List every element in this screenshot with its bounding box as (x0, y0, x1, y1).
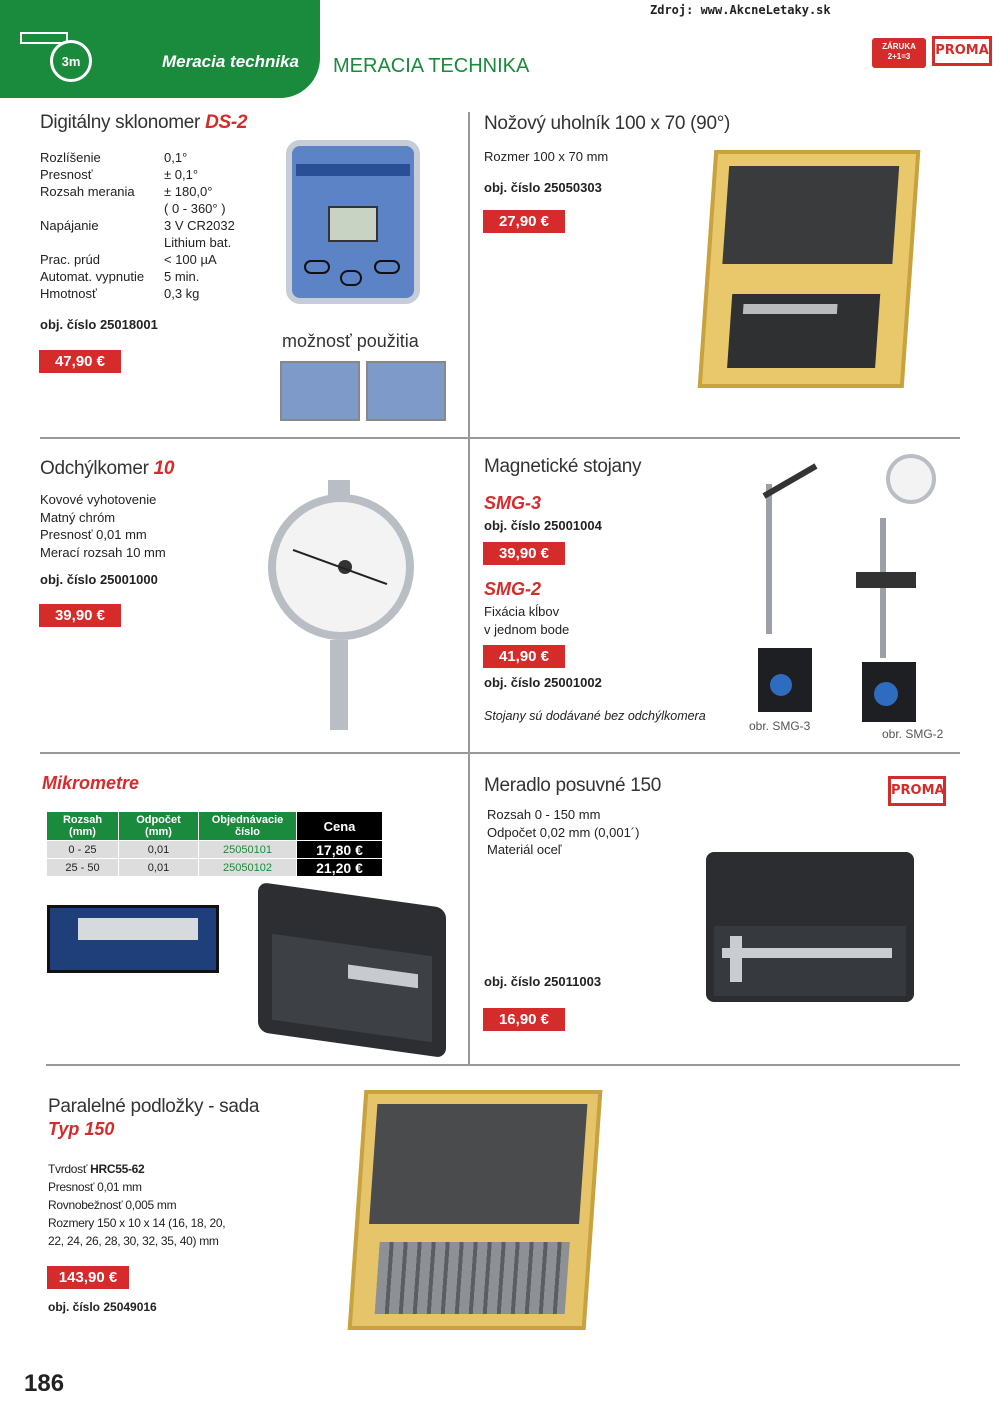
ds2-product-image (286, 140, 420, 304)
3m-badge-icon: 3m (50, 40, 92, 82)
meradlo-order-number: obj. číslo 25011003 (484, 974, 602, 989)
ds2-usage-image-2 (366, 361, 446, 421)
uholnik-size: Rozmer 100 x 70 mm (484, 149, 609, 164)
smg3-name: SMG-3 (484, 493, 542, 513)
proma-logo-meradlo: PROMA (888, 776, 946, 806)
odchylkomer-order-number: obj. číslo 25001000 (40, 572, 158, 587)
row-divider-1 (40, 437, 960, 439)
smg3-price: 39,90 € (483, 542, 565, 565)
micrometer-closeup-image (47, 905, 219, 973)
mikrometre-table: Rozsah (mm) Odpočet (mm) Objednávacie číslo Cena 0 - 25 0,01 25050101 17,80 € 25 - 50 0,01 25050102 21,20 € (46, 811, 383, 877)
micrometer-case-image (258, 882, 446, 1058)
meradlo-title: Meradlo posuvné 150 (484, 775, 662, 796)
ds2-title: Digitálny sklonomer DS-2 (40, 112, 248, 133)
smg2-name: SMG-2 (484, 579, 542, 599)
ds2-order-number: obj. číslo 25018001 (40, 317, 158, 332)
table-row: 25 - 50 0,01 25050102 21,20 € (47, 859, 383, 877)
row-divider-3 (46, 1064, 960, 1066)
uholnik-price: 27,90 € (483, 210, 565, 233)
lcd-display (328, 206, 378, 242)
ds2-usage-image-1 (280, 361, 360, 421)
source-credit: Zdroj: www.AkcneLetaky.sk (650, 3, 831, 17)
meradlo-description: Rozsah 0 - 150 mm Odpočet 0,02 mm (0,001´) Materiál oceľ (487, 807, 640, 857)
smg2-price: 41,90 € (483, 645, 565, 668)
podlozky-order-number: obj. číslo 25049016 (48, 1300, 157, 1314)
header-tab (0, 0, 320, 98)
proma-logo: PROMA (932, 36, 992, 66)
table-row: 0 - 25 0,01 25050101 17,80 € (47, 841, 383, 859)
caliper-case-image (706, 852, 914, 1002)
header-tab-title: Meracia technika (162, 52, 300, 71)
podlozky-model: Typ 150 (48, 1119, 115, 1139)
ds2-price: 47,90 € (39, 350, 121, 373)
smg2-description: Fixácia kĺbov v jednom bode (484, 604, 570, 637)
dial-gauge-cap (328, 480, 350, 498)
smg2-image (856, 454, 946, 724)
smg3-caption: obr. SMG-3 (749, 719, 811, 733)
uholnik-order-number: obj. číslo 25050303 (484, 180, 602, 195)
page-number: 186 (24, 1370, 65, 1397)
odchylkomer-title: Odchýlkomer 10 (40, 458, 175, 479)
smg3-order-number: obj. číslo 25001004 (484, 518, 602, 533)
section-title: MERACIA TECHNIKA (333, 55, 530, 77)
uholnik-product-image (698, 150, 921, 388)
smg3-image (752, 468, 832, 718)
mikrometre-title: Mikrometre (42, 773, 140, 793)
parallels-set-image (348, 1090, 603, 1330)
podlozky-description: Tvrdosť HRC55-62 Presnosť 0,01 mm Rovnobežnosť 0,005 mm Rozmery 150 x 10 x 14 (16, 18, 20, 22, 24, 26, 28, 30, 32, 35, 40) mm (48, 1162, 226, 1248)
dial-gauge-stem (330, 640, 348, 730)
meradlo-price: 16,90 € (483, 1008, 565, 1031)
uholnik-title: Nožový uholník 100 x 70 (90°) (484, 113, 731, 134)
row-divider-2 (40, 752, 960, 754)
stojany-note: Stojany sú dodávané bez odchýlkomera (484, 709, 706, 723)
dial-gauge-image (268, 494, 414, 640)
smg2-caption: obr. SMG-2 (882, 727, 944, 741)
column-divider (468, 112, 470, 1064)
odchylkomer-description: Kovové vyhotovenie Matný chróm Presnosť 0,01 mm Merací rozsah 10 mm (40, 492, 166, 560)
smg2-order-number: obj. číslo 25001002 (484, 675, 602, 690)
stojany-title: Magnetické stojany (484, 456, 642, 477)
ds2-specs: Rozlíšenie 0,1° Presnosť ± 0,1° Rozsah merania ± 180,0° ( 0 - 360° ) Napájanie 3 V CR2032 Lithium bat. Prac. prúd < 100 µA Automat. vypnutie 5 min. Hmotnosť 0,3 kg (40, 150, 235, 301)
warranty-badge: ZÁRUKA 2+1=3 (872, 38, 926, 68)
podlozky-title: Paralelné podložky - sada (48, 1096, 260, 1117)
odchylkomer-price: 39,90 € (39, 604, 121, 627)
podlozky-price: 143,90 € (47, 1266, 129, 1289)
ds2-usage-label: možnosť použitia (282, 331, 419, 351)
